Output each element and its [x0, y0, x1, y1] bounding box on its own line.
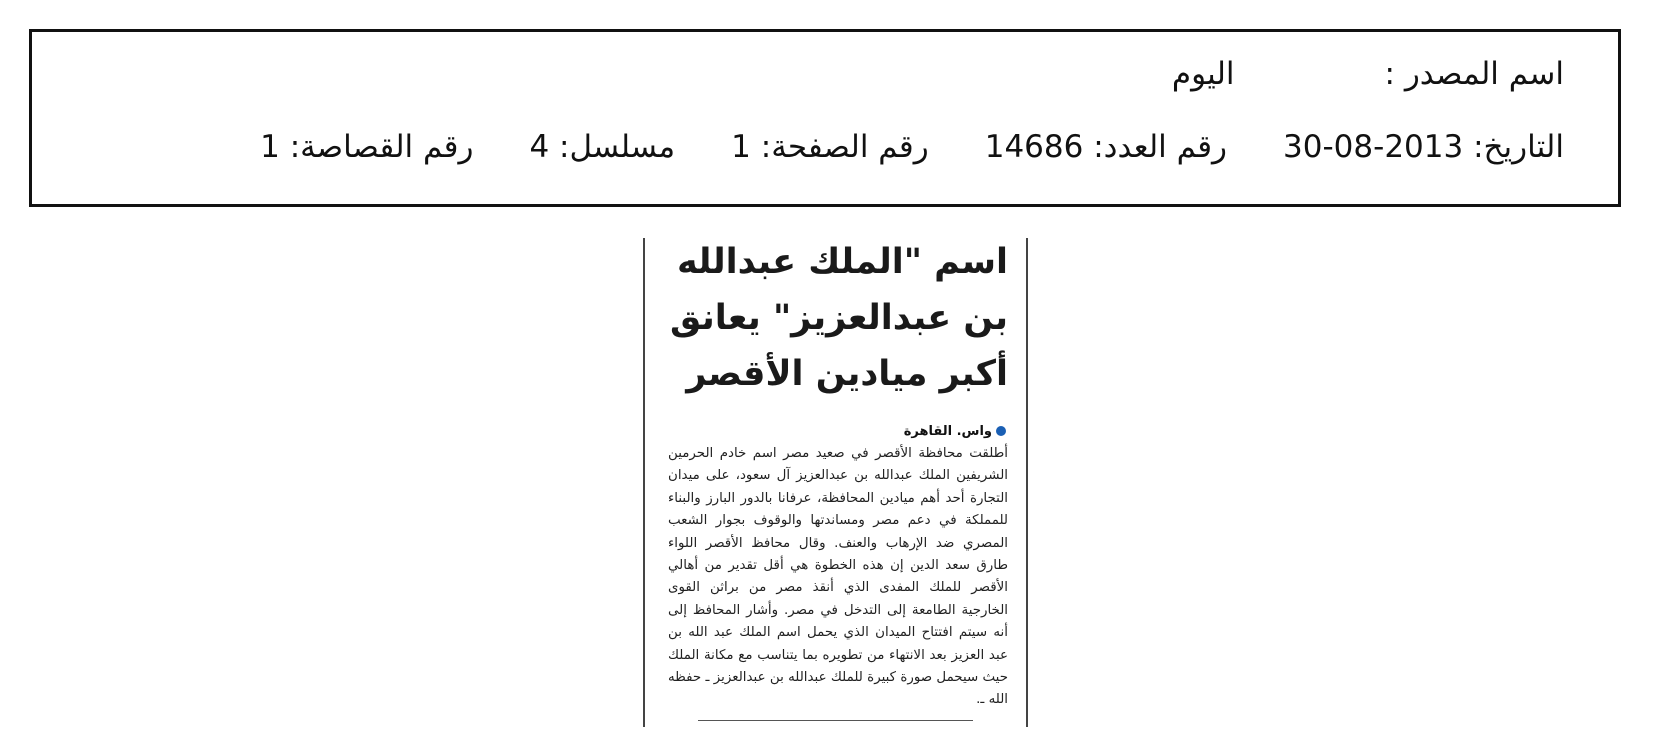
clipping-number-label: رقم القصاصة:	[289, 129, 474, 165]
serial-value: 4	[529, 129, 550, 165]
source-label: اسم المصدر :	[1384, 56, 1564, 92]
byline-text: واس. القاهرة	[903, 424, 992, 439]
serial-label: مسلسل:	[559, 129, 676, 165]
article-headline: اسم "الملك عبدالله بن عبدالعزيز" يعانق أكبر ميادين الأقصر	[670, 242, 1008, 394]
article-end-rule	[698, 720, 973, 721]
date-field	[1283, 127, 1564, 167]
clipping-number-field	[260, 127, 473, 167]
issue-value: 14686	[984, 129, 1084, 165]
serial-field	[529, 127, 675, 167]
issue-field	[985, 127, 1227, 167]
page-label: رقم الصفحة:	[760, 129, 929, 165]
page-field	[731, 127, 929, 167]
source-value: اليوم	[1171, 56, 1235, 92]
date-value: 2013-08-30	[1283, 129, 1464, 165]
clipping-info-box	[29, 29, 1621, 207]
article-body: أطلقت محافظة الأقصر في صعيد مصر اسم خادم الحرمين الشريفين الملك عبدالله بن عبدالعزيز آل سعود، على ميدان التجارة أحد أهم ميادين المحافظة، عرفانا بالدور البارز والبناء للمملكة في دعم مصر ومساندتها والوقوف بجوار الشعب المصري ضد الإرهاب والعنف. وقال محافظ الأقصر اللواء طارق سعد الدين إن هذه الخطوة هي أقل تقدير من أهالي الأقصر للملك المفدى الذي أنقذ مصر من براثن القوى الخارجية الطامعة إلى التدخل في مصر. وأشار المحافظ إلى أنه سيتم افتتاح الميدان الذي يحمل اسم الملك عبد الله بن عبد العزيز بعد الانتهاء من تطويره بما يتناسب مع مكانة الملك حيث سيحمل صورة كبيرة للملك عبدالله بن عبدالعزيز ـ حفظه الله ـ.	[668, 446, 1008, 708]
newspaper-clipping	[643, 238, 1028, 727]
page-value: 1	[731, 129, 751, 165]
article-byline	[904, 423, 1006, 441]
bullet-dot-icon	[996, 426, 1006, 436]
clipping-number-value: 1	[260, 129, 280, 165]
meta-row	[260, 127, 1564, 167]
source-row	[1172, 54, 1564, 94]
issue-label: رقم العدد:	[1093, 129, 1228, 165]
date-label: التاريخ:	[1473, 129, 1564, 165]
